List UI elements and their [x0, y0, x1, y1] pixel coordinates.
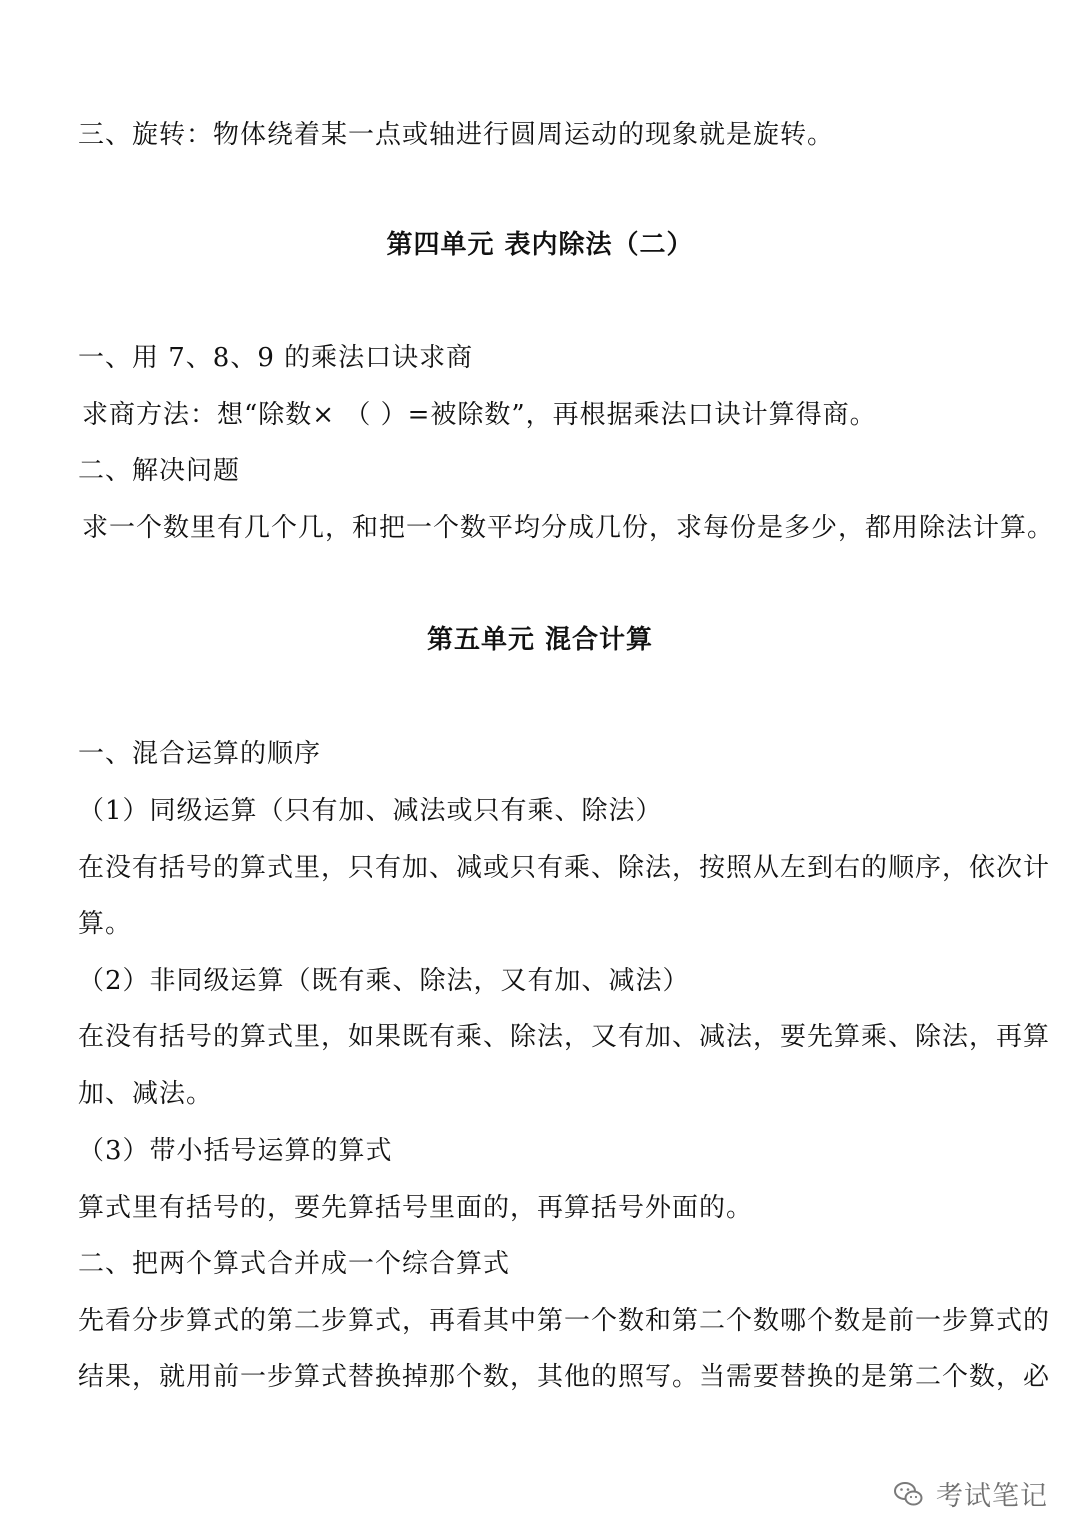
unit5-sub3-title: （3）带小括号运算的算式 — [78, 1136, 393, 1166]
unit4-item2-title: 二、解决问题 — [78, 456, 241, 486]
unit5-sub1-text-line1: 在没有括号的算式里，只有加、减或只有乘、除法，按照从左到右的顺序，依次计 — [78, 853, 1051, 883]
unit4-item1-title: 一、用 7、8、9 的乘法口诀求商 — [78, 343, 474, 373]
unit5-sub2-text-line2: 加、减法。 — [78, 1079, 214, 1109]
unit5-title: 第五单元 混合计算 — [426, 625, 654, 655]
unit4-item1-text: 求商方法：想“除数× （ ）=被除数”，再根据乘法口诀计算得商。 — [82, 400, 877, 430]
unit5-item2-text-line1: 先看分步算式的第二步算式，再看其中第一个数和第二个数哪个数是前一步算式的 — [78, 1306, 1051, 1336]
rotation-definition: 三、旋转：物体绕着某一点或轴进行圆周运动的现象就是旋转。 — [78, 120, 835, 150]
unit5-sub1-title: （1）同级运算（只有加、减法或只有乘、除法） — [78, 796, 663, 826]
watermark-text: 考试笔记 — [936, 1481, 1048, 1512]
watermark — [892, 1474, 1048, 1513]
unit4-item2-text: 求一个数里有几个几，和把一个数平均分成几份，求每份是多少，都用除法计算。 — [82, 513, 1055, 543]
unit5-sub1-text-line2: 算。 — [78, 909, 133, 939]
unit5-item2-title: 二、把两个算式合并成一个综合算式 — [78, 1249, 511, 1279]
wechat-icon — [892, 1477, 926, 1511]
unit5-sub3-text: 算式里有括号的，要先算括号里面的，再算括号外面的。 — [78, 1193, 754, 1223]
unit4-title: 第四单元 表内除法（二） — [386, 230, 694, 260]
unit5-sub2-text-line1: 在没有括号的算式里，如果既有乘、除法，又有加、减法，要先算乘、除法，再算 — [78, 1022, 1051, 1052]
unit5-sub2-title: （2）非同级运算（既有乘、除法，又有加、减法） — [78, 966, 690, 996]
unit5-item1-title: 一、混合运算的顺序 — [78, 739, 322, 769]
unit5-item2-text-line2: 结果，就用前一步算式替换掉那个数，其他的照写。当需要替换的是第二个数，必 — [78, 1362, 1051, 1392]
